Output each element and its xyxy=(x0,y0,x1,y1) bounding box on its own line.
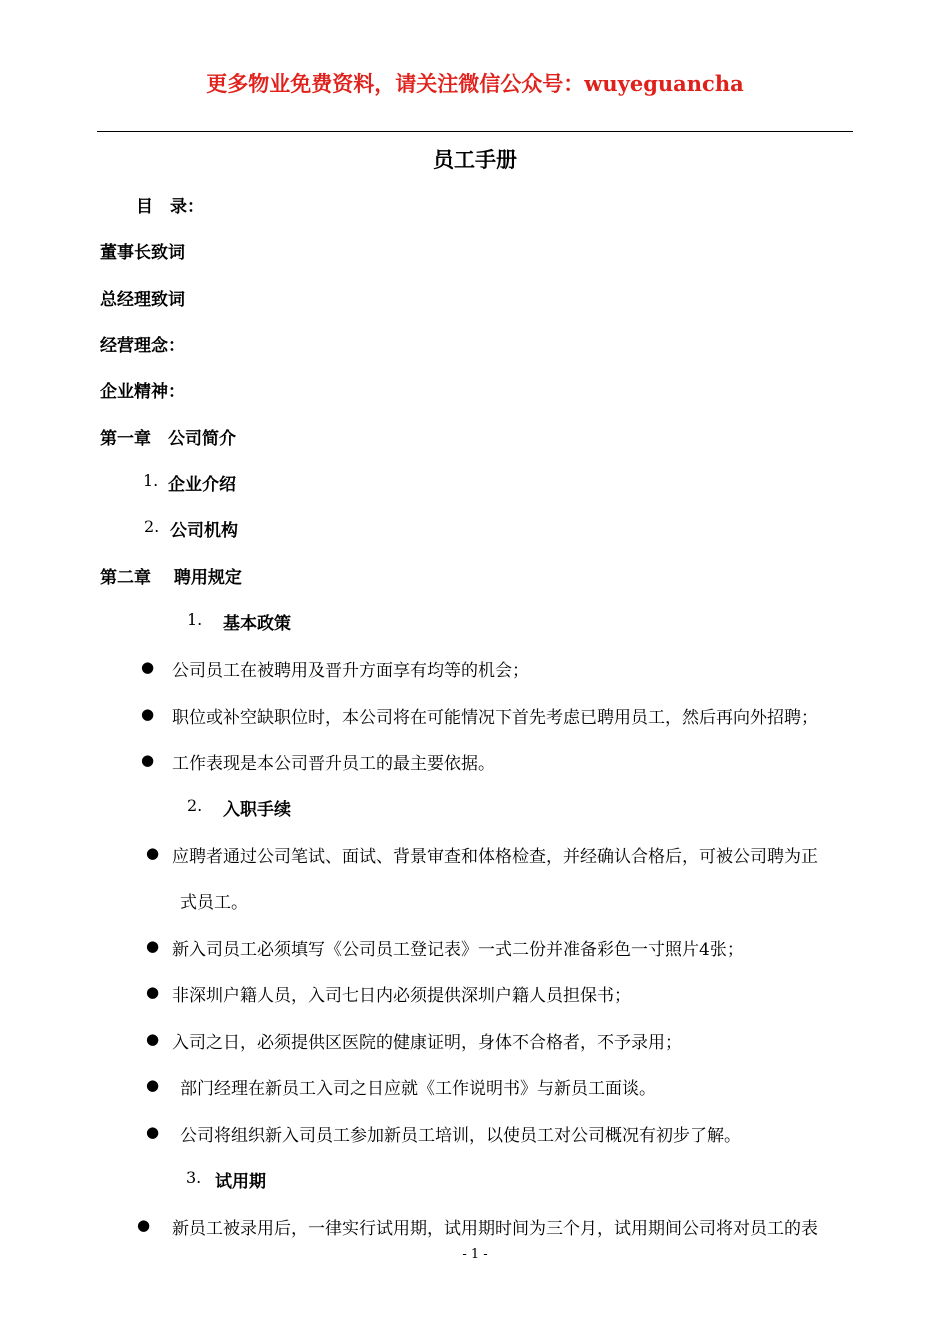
bullet-icon: ● xyxy=(146,1076,160,1094)
chapter-1-sub-2: 公司机构 xyxy=(170,521,238,541)
toc-label: 目 录： xyxy=(136,197,204,217)
document-title: 员工手册 xyxy=(433,147,517,172)
section-2-title: 入职手续 xyxy=(223,800,291,820)
list-item: 新员工被录用后，一律实行试用期，试用期时间为三个月，试用期间公司将对员工的表 xyxy=(172,1219,818,1239)
promo-banner: 更多物业免费资料，请关注微信公众号：wuyeguancha xyxy=(206,71,744,96)
chapter-1-sub-1-number: 1. xyxy=(143,471,159,490)
bullet-icon: ● xyxy=(146,844,160,862)
chapter-1-title: 第一章 公司简介 xyxy=(100,429,236,449)
chapter-1-sub-1: 企业介绍 xyxy=(168,475,236,495)
section-2-number: 2. xyxy=(187,796,203,815)
bullet-icon: ● xyxy=(146,1030,160,1048)
list-item: 职位或补空缺职位时，本公司将在可能情况下首先考虑已聘用员工，然后再向外招聘； xyxy=(172,708,818,728)
list-item: 入司之日，必须提供区医院的健康证明，身体不合格者，不予录用； xyxy=(172,1033,682,1053)
bullet-icon: ● xyxy=(146,1123,160,1141)
list-item: 公司将组织新入司员工参加新员工培训，以使员工对公司概况有初步了解。 xyxy=(180,1126,741,1146)
bullet-icon: ● xyxy=(141,751,155,769)
list-item: 工作表现是本公司晋升员工的最主要依据。 xyxy=(172,754,495,774)
header-divider xyxy=(97,131,853,132)
section-1-title: 基本政策 xyxy=(223,614,291,634)
list-item: 应聘者通过公司笔试、面试、背景审查和体格检查，并经确认合格后，可被公司聘为正 xyxy=(172,847,818,867)
list-item: 公司员工在被聘用及晋升方面享有均等的机会； xyxy=(172,661,529,681)
bullet-icon: ● xyxy=(137,1216,151,1234)
section-3-number: 3. xyxy=(186,1168,202,1187)
list-item: 新入司员工必须填写《公司员工登记表》一式二份并准备彩色一寸照片4张； xyxy=(172,940,744,960)
list-item: 部门经理在新员工入司之日应就《工作说明书》与新员工面谈。 xyxy=(180,1079,656,1099)
toc-item-gm: 总经理致词 xyxy=(100,290,185,310)
chapter-2-title: 第二章 聘用规定 xyxy=(100,568,242,588)
toc-item-chairman: 董事长致词 xyxy=(100,243,185,263)
bullet-icon: ● xyxy=(141,658,155,676)
section-3-title: 试用期 xyxy=(215,1172,266,1192)
bullet-icon: ● xyxy=(146,937,160,955)
bullet-icon: ● xyxy=(141,705,155,723)
chapter-1-sub-2-number: 2. xyxy=(144,517,160,536)
list-item: 非深圳户籍人员，入司七日内必须提供深圳户籍人员担保书； xyxy=(172,986,631,1006)
list-item-continuation: 式员工。 xyxy=(180,893,248,913)
section-1-number: 1. xyxy=(187,610,203,629)
toc-item-philosophy: 经营理念： xyxy=(100,336,185,356)
toc-item-spirit: 企业精神： xyxy=(100,382,185,402)
bullet-icon: ● xyxy=(146,983,160,1001)
page-number: - 1 - xyxy=(462,1247,488,1262)
